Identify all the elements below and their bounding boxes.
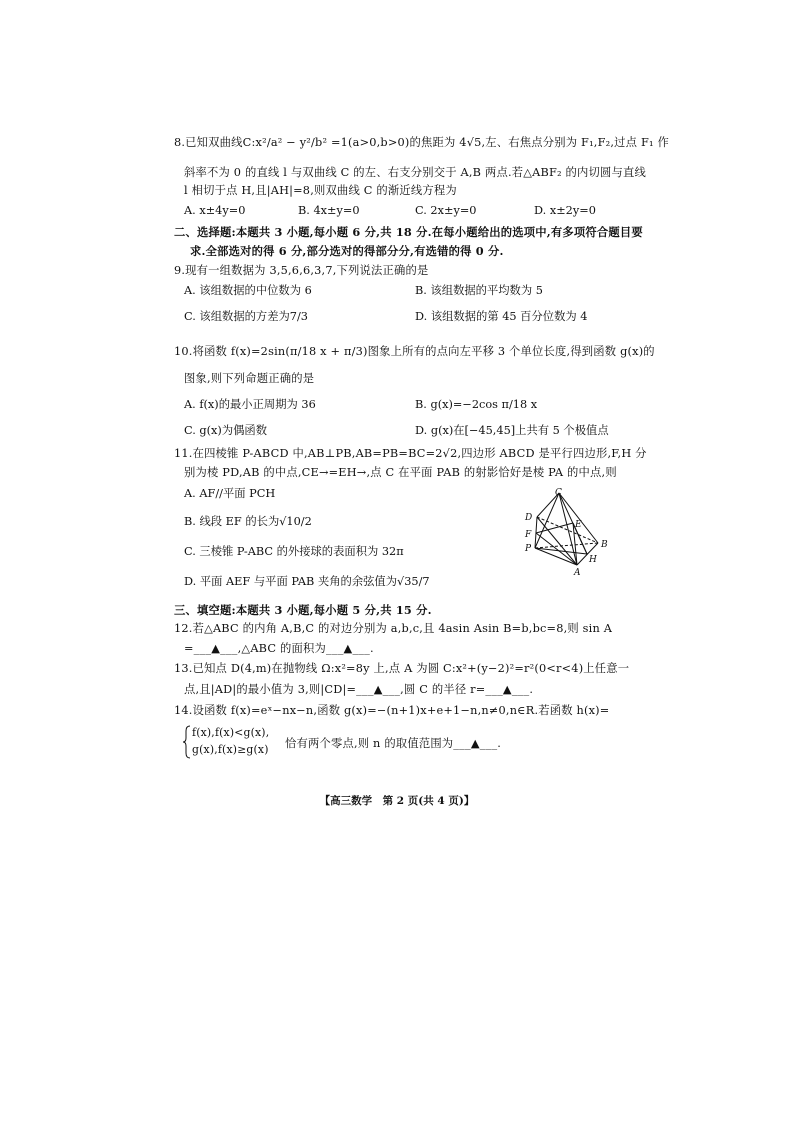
q10-option-b: B. g(x)=−2cos π/18 x [415,398,538,411]
q11-option-c: C. 三棱锥 P-ABC 的外接球的表面积为 32π [184,545,404,558]
q10-option-d: D. g(x)在[−45,45]上共有 5 个极值点 [415,424,609,437]
q10-option-c: C. g(x)为偶函数 [184,424,268,437]
q8-option-b: B. 4x±y=0 [298,204,360,217]
q14-piece-1: f(x),f(x)<g(x), [192,726,270,739]
pyramid-figure [515,487,615,577]
q10-line1: 10.将函数 f(x)=2sin(π/18 x + π/3)图象上所有的点向左平移 3 个单位长度,得到函数 g(x)的 [174,345,655,358]
q9-stem: 9.现有一组数据为 3,5,6,6,3,7,下列说法正确的是 [174,264,429,277]
q8-option-a: A. x±4y=0 [184,204,246,217]
q12-line1: 12.若△ABC 的内角 A,B,C 的对边分别为 a,b,c,且 4asin Asin B=b,bc=8,则 sin A [174,622,613,635]
q8-line2: 斜率不为 0 的直线 l 与双曲线 C 的左、右支分别交于 A,B 两点.若△ABF₂ 的内切圆与直线 [184,166,647,179]
q10-line2: 图象,则下列命题正确的是 [184,372,315,385]
q8-line3: l 相切于点 H,且|AH|=8,则双曲线 C 的渐近线方程为 [184,184,457,197]
figure-label-a: A [574,568,581,577]
q14-line1: 14.设函数 f(x)=eˣ−nx−n,函数 g(x)=−(n+1)x+e+1−n,n≠0,n∈R.若函数 h(x)= [174,704,610,717]
q14-piecewise [183,724,293,760]
q13-line1: 13.已知点 D(4,m)在抛物线 Ω:x²=8y 上,点 A 为圆 C:x²+(y−2)²=r²(0<r<4)上任意一 [174,662,630,675]
q8-option-d: D. x±2y=0 [534,204,596,217]
figure-label-e: E [575,520,582,530]
figure-label-d: D [525,513,533,523]
q9-option-a: A. 该组数据的中位数为 6 [184,284,312,297]
brace-icon [183,725,191,759]
page-footer: 【高三数学 第 2 页(共 4 页)】 [319,795,475,807]
q11-line1: 11.在四棱锥 P-ABCD 中,AB⊥PB,AB=PB=BC=2√2,四边形 ABCD 是平行四边形,F,H 分 [174,447,647,460]
q10-option-a: A. f(x)的最小正周期为 36 [184,398,316,411]
figure-label-b: B [601,540,608,550]
figure-label-f: F [525,530,532,540]
q11-line2: 别为棱 PD,AB 的中点,CE→=EH→,点 C 在平面 PAB 的射影恰好是棱 PA 的中点,则 [184,466,617,479]
figure-label-c: C [555,488,562,498]
section2-heading-line1: 二、选择题:本题共 3 小题,每小题 6 分,共 18 分.在每小题给出的选项中,有多项符合题目要 [174,225,643,239]
section2-heading-line2: 求.全部选对的得 6 分,部分选对的得部分分,有选错的得 0 分. [190,244,504,258]
q14-tail: 恰有两个零点,则 n 的取值范围为___▲___. [285,737,502,750]
q9-option-b: B. 该组数据的平均数为 5 [415,284,543,297]
section3-heading: 三、填空题:本题共 3 小题,每小题 5 分,共 15 分. [174,603,432,617]
q8-option-c: C. 2x±y=0 [415,204,477,217]
figure-label-p: P [525,544,532,554]
figure-label-h: H [589,555,597,565]
q11-option-d: D. 平面 AEF 与平面 PAB 夹角的余弦值为√35/7 [184,575,430,588]
q9-option-d: D. 该组数据的第 45 百分位数为 4 [415,310,588,323]
q14-piece-2: g(x),f(x)≥g(x) [192,743,269,756]
q8-line1: 8.已知双曲线C:x²/a² − y²/b² =1(a>0,b>0)的焦距为 4√5,左、右焦点分别为 F₁,F₂,过点 F₁ 作 [174,136,669,149]
q11-option-a: A. AF//平面 PCH [184,487,276,500]
q11-option-b: B. 线段 EF 的长为√10/2 [184,515,312,528]
q13-line2: 点,且|AD|的最小值为 3,则|CD|=___▲___,圆 C 的半径 r=___▲___. [184,683,534,696]
q12-line2: =___▲___,△ABC 的面积为___▲___. [184,642,374,655]
q9-option-c: C. 该组数据的方差为7/3 [184,310,308,323]
